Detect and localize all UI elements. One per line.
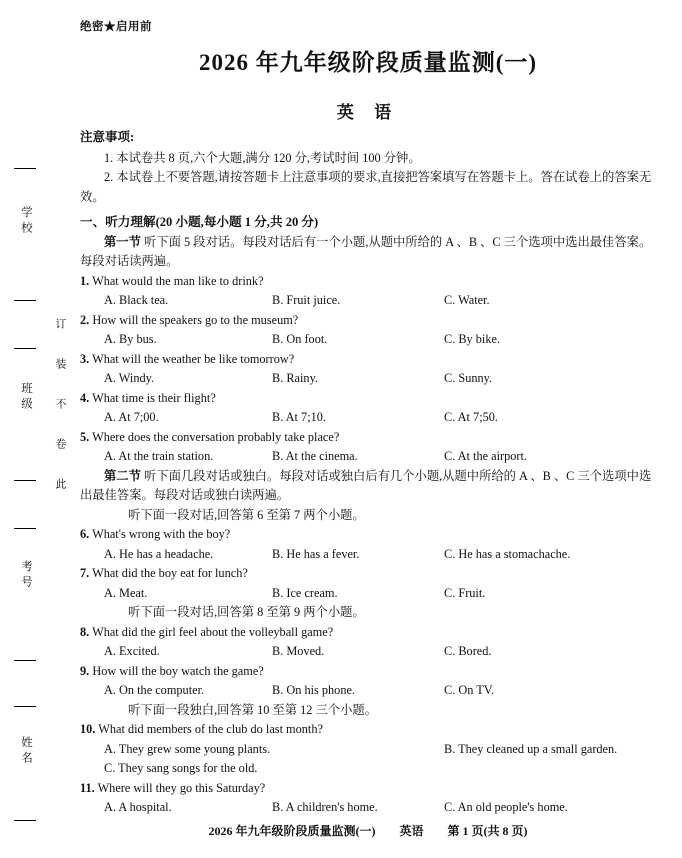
question-11-option-b[interactable]: B. A children's home.	[272, 800, 378, 814]
question-8-option-c[interactable]: C. Bored.	[444, 644, 492, 658]
sealing-line-char-5: 此	[54, 478, 66, 492]
question-6	[80, 525, 658, 545]
question-5-option-a[interactable]: A. At the train station.	[104, 449, 214, 463]
question-6-text: What's wrong with the boy?	[92, 527, 231, 541]
question-4-options	[80, 408, 658, 428]
margin-divider	[14, 480, 36, 481]
question-10-option-a[interactable]: A. They grew some young plants.	[104, 741, 271, 756]
question-2-option-b[interactable]: B. On foot.	[272, 332, 328, 346]
question-11	[80, 779, 658, 799]
sealing-line-char-4: 卷	[54, 438, 66, 452]
secret-label: 绝密★启用前	[80, 21, 152, 33]
question-3	[80, 350, 658, 370]
question-9	[80, 662, 658, 682]
question-11-number: 11.	[80, 780, 95, 795]
question-10-option-b[interactable]: B. They cleaned up a small garden.	[444, 741, 618, 756]
question-3-option-c[interactable]: C. Sunny.	[444, 371, 493, 385]
question-3-option-a[interactable]: A. Windy.	[104, 371, 155, 385]
footer-page-number: 第 1 页(共 8 页)	[447, 824, 528, 838]
question-9-option-a[interactable]: A. On the computer.	[104, 683, 205, 697]
paper-content	[78, 0, 682, 858]
part-two-block	[80, 467, 658, 506]
question-7-options	[80, 584, 658, 604]
question-1-text: What would the man like to drink?	[92, 273, 264, 288]
question-8-options	[80, 642, 658, 662]
question-9-number: 9.	[80, 663, 90, 678]
question-5-text: Where does the conversation probably take place?	[92, 429, 340, 444]
page-footer	[78, 822, 658, 839]
margin-divider	[14, 348, 36, 349]
question-5	[80, 428, 658, 448]
question-3-number: 3.	[80, 351, 90, 366]
question-10-options-row-2	[80, 759, 658, 779]
question-8-text: What did the girl feel about the volleyball game?	[92, 624, 334, 639]
question-7-number: 7.	[80, 566, 90, 580]
question-8-option-a[interactable]: A. Excited.	[104, 644, 160, 658]
dialog-note-1: 听下面一段对话,回答第 6 至第 7 两个小题。	[128, 507, 365, 522]
question-7	[80, 564, 658, 584]
question-4-option-a[interactable]: A. At 7;00.	[104, 410, 159, 424]
margin-divider	[14, 300, 36, 301]
page-title: 2026 年九年级阶段质量监测(一)	[198, 50, 538, 75]
question-8-option-b[interactable]: B. Moved.	[272, 644, 325, 658]
question-4-text: What time is their flight?	[92, 390, 216, 405]
question-2-options	[80, 330, 658, 350]
question-8	[80, 623, 658, 643]
question-6-option-c[interactable]: C. He has a stomachache.	[444, 546, 571, 561]
margin-label-name: 姓名	[20, 736, 32, 767]
question-1-option-a[interactable]: A. Black tea.	[104, 293, 169, 307]
margin-label-school: 学校	[20, 206, 32, 237]
question-4-option-c[interactable]: C. At 7;50.	[444, 410, 498, 424]
question-10-options-row-1	[80, 740, 658, 760]
question-11-option-c[interactable]: C. An old people's home.	[444, 800, 568, 814]
question-2-option-a[interactable]: A. By bus.	[104, 332, 157, 346]
question-6-option-a[interactable]: A. He has a headache.	[104, 546, 214, 561]
question-5-number: 5.	[80, 429, 90, 444]
sealing-line-char-1: 订	[54, 318, 66, 332]
margin-divider	[14, 168, 36, 169]
question-6-option-b[interactable]: B. He has a fever.	[272, 546, 360, 561]
part-one-desc: 听下面 5 段对话。每段对话后有一个小题,从题中所给的 A 、B 、C 三个选项中选出最佳答案。每段对话读两遍。	[80, 234, 652, 268]
question-5-option-c[interactable]: C. At the airport.	[444, 449, 527, 463]
question-1-option-b[interactable]: B. Fruit juice.	[272, 293, 341, 307]
margin-label-class: 班级	[20, 382, 32, 413]
question-3-text: What will the weather be like tomorrow?	[92, 351, 295, 366]
notes-heading: 注意事项:	[80, 130, 135, 144]
margin-divider	[14, 820, 36, 821]
question-9-text: How will the boy watch the game?	[92, 663, 264, 678]
margin-divider	[14, 706, 36, 707]
question-1-options	[80, 291, 658, 311]
question-7-option-a[interactable]: A. Meat.	[104, 585, 148, 600]
question-3-option-b[interactable]: B. Rainy.	[272, 371, 318, 385]
footer-subject: 英语	[399, 824, 424, 838]
question-10-option-c[interactable]: C. They sang songs for the old.	[104, 761, 258, 775]
question-1-number: 1.	[80, 273, 90, 288]
question-7-text: What did the boy eat for lunch?	[92, 566, 248, 580]
question-7-option-c[interactable]: C. Fruit.	[444, 585, 486, 600]
question-4	[80, 389, 658, 409]
subject-title: 英 语	[336, 103, 400, 122]
question-10-text: What did members of the club do last month?	[98, 722, 323, 736]
question-9-option-c[interactable]: C. On TV.	[444, 683, 495, 697]
part-one-block	[80, 233, 658, 272]
footer-title: 2026 年九年级阶段质量监测(一)	[208, 824, 376, 838]
question-2-option-c[interactable]: C. By bike.	[444, 332, 501, 346]
question-5-options	[80, 447, 658, 467]
question-7-option-b[interactable]: B. Ice cream.	[272, 585, 338, 600]
part-two-desc: 听下面几段对话或独白。每段对话或独白后有几个小题,从题中所给的 A 、B 、C 三个选项中选出最佳答案。每段对话或独白读两遍。	[80, 468, 652, 502]
margin-divider	[14, 660, 36, 661]
part-two-title: 第二节	[104, 468, 141, 483]
question-8-number: 8.	[80, 624, 90, 639]
dialog-note-2: 听下面一段对话,回答第 8 至第 9 两个小题。	[128, 605, 365, 619]
question-1-option-c[interactable]: C. Water.	[444, 293, 490, 307]
question-11-text: Where will they go this Saturday?	[97, 780, 266, 795]
margin-label-exam-number: 考号	[20, 560, 32, 591]
dialog-note-3: 听下面一段独白,回答第 10 至第 12 三个小题。	[128, 702, 378, 717]
question-4-option-b[interactable]: B. At 7;10.	[272, 410, 326, 424]
question-11-options	[80, 798, 658, 818]
sealing-line-char-3: 不	[54, 398, 66, 412]
question-2	[80, 311, 658, 331]
question-6-options	[80, 545, 658, 565]
question-4-number: 4.	[80, 390, 90, 405]
paper-body	[80, 128, 658, 818]
left-margin-strip	[0, 0, 78, 858]
question-5-option-b[interactable]: B. At the cinema.	[272, 449, 358, 463]
question-2-number: 2.	[80, 312, 90, 327]
part-one-title: 第一节	[104, 234, 141, 249]
question-9-options	[80, 681, 658, 701]
question-3-options	[80, 369, 658, 389]
margin-divider	[14, 528, 36, 529]
notes-item-1: 1. 本试卷共 8 页,六个大题,满分 120 分,考试时间 100 分钟。	[104, 150, 421, 165]
question-11-option-a[interactable]: A. A hospital.	[104, 800, 172, 814]
question-10	[80, 720, 658, 740]
sealing-line-char-2: 装	[54, 358, 66, 372]
section-one-heading: 一、听力理解(20 小题,每小题 1 分,共 20 分)	[80, 215, 319, 229]
question-9-option-b[interactable]: B. On his phone.	[272, 683, 356, 697]
question-6-number: 6.	[80, 527, 90, 541]
question-2-text: How will the speakers go to the museum?	[92, 312, 299, 327]
notes-item-2: 2. 本试卷上不要答题,请按答题卡上注意事项的要求,直接把答案填写在答题卡上。答在试卷上的答案无效。	[80, 170, 652, 204]
question-10-number: 10.	[80, 722, 96, 736]
question-1	[80, 272, 658, 292]
